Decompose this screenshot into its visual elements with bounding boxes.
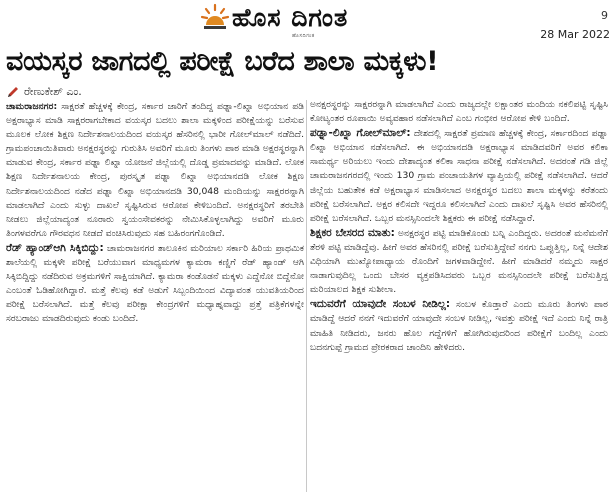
page-number: 9 xyxy=(601,9,608,22)
column-divider xyxy=(306,100,307,492)
article-column-left xyxy=(6,100,304,496)
paragraph xyxy=(310,297,608,354)
subheading: ಪಢ್ನಾ-ಲಿಖ್ನಾ ಗೋಲ್‌ಮಾಲ್: xyxy=(310,127,411,140)
newspaper-logo xyxy=(200,3,440,33)
subheading: ಇದುವರೆಗೆ ಯಾವುದೇ ಸಂಬಳ ನೀಡಿಲ್ಲ: xyxy=(310,298,451,311)
paragraph-text: ಸಾಕ್ಷರತೆ ಹೆಚ್ಚಳಕ್ಕೆ ಕೇಂದ್ರ, ಸರ್ಕಾರ ಜಾರಿಗೆ ತಂದಿದ್ದ ಪಢ್ನಾ-ಲಿಖ್ನಾ ಅಭಿಯಾನ ಪಡಿ ಅಕ್ಷರಾಭ್ಯಾಸ ಮಾಡಿ ಸಾಕ್ಷರರಾಗಬೇಕಾದ ವಯಸ್ಕರ ಬದಲು ಶಾಲಾ ಮಕ್ಕಳಿಂದ ಪರೀಕ್ಷೆಯನ್ನು ಬರೆಸುವ ಮೂಲಕ ಲೋಕ ಶಿಕ್ಷಣ ನಿರ್ದೇಶನಾಲಯದಿಂದ ವಯಸ್ಕರ ಹೆಸರಿನಲ್ಲಿ ಭಾರೀ ಗೋಲ್‌ಮಾಲ್ ನಡೆದಿದೆ. ಗ್ರಾಮಪಂಚಾಯಿತಿವಾರು ಅನಕ್ಷರಸ್ಥರನ್ನು ಗುರುತಿಸಿ ಅವರಿಗೆ ಮೂರು ತಿಂಗಳು ಪಾಠ ಮಾಡಿ ಅಕ್ಷರಸ್ಥರನ್ನಾಗಿ ಮಾಡುವ ಕೇಂದ್ರ, ಸರ್ಕಾರ ಪಢ್ನಾ ಲಿಖ್ನಾ ಯೋಜನೆ ಜಿಲ್ಲೆಯಲ್ಲಿ ದೊಡ್ಡ ಪ್ರಮಾದವನ್ನು ಮಾಡಿದೆ. ಲೋಕ ಶಿಕ್ಷಣ ನಿರ್ದೇಶನಾಲಯ ಕೇಂದ್ರ, ಪುರಸ್ಕೃತ ಪಢ್ನಾ ಲಿಖ್ನಾ ಅಭಿಯಾನದಡಿ ಲೋಕ ಶಿಕ್ಷಣ ನಿರ್ದೇಶನಾಲಯದಿಂದ ನಡೆದ ಪಢ್ನಾ ಲಿಖ್ನಾ ಅಭಿಯಾನದಡಿ 30,048 ಮಂದಿಯನ್ನು ಸಾಕ್ಷರರನ್ನಾಗಿ ಮಾಡಲಾಗಿದೆ ಎಂದು ಸುಳ್ಳು ದಾಖಲೆ ಸೃಷ್ಟಿಸಿರುವ ಆರೋಪ ಕೇಳಿಬಂದಿದೆ. ಅನಕ್ಷರಸ್ಥರಿಗೆ ತರಬೇತಿ ನೀಡಲು ಜಿಲ್ಲೆಯಾದ್ಯಂತ ನೂರಾರು ಸ್ವಯಂಸೇವಕರನ್ನು ನೇಮಿಸಿಕೊಳ್ಳಲಾಗಿದ್ದು ಅವರಿಗೆ ಮೂರು ತಿಂಗಳವರೆಗೂ ಗೌರವಧನ ನೀಡದೆ ವಂಚಿಸಿರುವುದು ಸಹ ಬಹಿರಂಗಗೊಂಡಿದೆ. xyxy=(6,101,304,239)
sun-emblem-icon xyxy=(200,3,230,33)
paragraph-text: ಅನಕ್ಷರಸ್ಥರ ಪಟ್ಟಿ ಮಾಡಿಕೊಂಡು ಬನ್ನಿ ಎಂದಿದ್ದರು. ಅದರಂತೆ ಮನೆಮನೆಗೆ ತೆರಳಿ ಪಟ್ಟಿ ಮಾಡಿದ್ದೆವು. ಹೀಗೆ ಅವರ ಹೆಸರಿನಲ್ಲಿ ಪರೀಕ್ಷೆ ಬರೆಸುತ್ತಿದ್ದೇವೆ ನನಗು ಒಪ್ಪುತ್ತಿಲ್ಲ, ನಿನ್ನೆ ಆದೇಶ ವಿಧಿಯಾಗಿ ಮುಖ್ಯೋಪಾಧ್ಯಾಯ ರೊಂದಿಗೆ ಜಗಳವಾಡಿದ್ದೇನೆ. ಹೀಗೆ ಮಾಡಿದರೆ ನಮ್ಮದು ಸಾಕ್ಷರ ನಾಡಾಗುವುದಿಲ್ಲ ಒಂದು ಬೇಸರ ವ್ಯಕ್ತಪಡಿಸಿದವರು ಒಬ್ಬರ ಮನಸ್ಸಿನಿಂದಲೇ ಪರೀಕ್ಷೆ ಬರೆಸುತ್ತಿದ್ದ ಮರಿಯಾಲದ ಶಿಕ್ಷಕ ಸುಶೀಲಾ. xyxy=(310,227,608,296)
logo-subtitle: ಹೊಸದಿಗಂತ xyxy=(292,33,315,39)
article-column-right xyxy=(310,98,608,494)
byline-author: ರೇಣುಕೇಶ್ ಎಂ. xyxy=(24,85,82,98)
dateline: ಚಾಮರಾಜನಗರ: xyxy=(6,101,58,112)
paragraph xyxy=(310,126,608,226)
paragraph-text: ಅನಕ್ಷರಸ್ಥರನ್ನು ಸಾಕ್ಷರರನ್ನಾಗಿ ಮಾಡಲಾಗಿದೆ ಎಂದು ರಾಜ್ಯದಲ್ಲೇ ಲಕ್ಷಾಂತರ ಮಂದಿಯ ನಕಲಿಪಟ್ಟಿ ಸೃಷ್ಟಿಸಿ ಕೋಟ್ಯಂತರ ರೂಪಾಯಿ ಅವ್ಯವಹಾರ ನಡೆಸಲಾಗಿದೆ ಎಂಬ ಗಂಭೀರ ಆರೋಪ ಕೇಳಿ ಬಂದಿದೆ. xyxy=(310,99,608,125)
paragraph xyxy=(310,226,608,297)
logo-text: ಹೊಸ ದಿಗಂತ xyxy=(232,3,349,32)
paragraph xyxy=(310,98,608,126)
publication-date: 28 Mar 2022 xyxy=(540,28,610,41)
paragraph-text: ದೇಶದಲ್ಲಿ ಸಾಕ್ಷರತೆ ಪ್ರಮಾಣ ಹೆಚ್ಚಳಕ್ಕೆ ಕೇಂದ್ರ, ಸರ್ಕಾರದಿಂದ ಪಢ್ನಾ ಲಿಖ್ನಾ ಅಭಿಯಾನ ನಡೆಸಲಾಗಿದೆ. ಈ ಅಭಿಯಾನದಡಿ ಅಕ್ಷರಾಭ್ಯಾಸ ಮಾಡಿದವರಿಗೆ ಅವರ ಕಲಿಕಾ ಸಾಮರ್ಥ್ಯ ಅರಿಯಲು ಇಂದು ದೇಶಾದ್ಯಂತ ಕಲಿಕಾ ಸಾಧನಾ ಪರೀಕ್ಷೆ ನಡೆಸಲಾಗಿದೆ. ಅದರಂತೆ ಗಡಿ ಜಿಲ್ಲೆ ಚಾಮರಾಜನಗರದಲ್ಲಿ ಇಂದು 130 ಗ್ರಾಮ ಪಂಚಾಯತಿಗಳ ವ್ಯಾಪ್ತಿಯಲ್ಲಿ ಪರೀಕ್ಷೆ ನಡೆಸಲಾಗಿದೆ. ಆದರೆ ಜಿಲ್ಲೆಯ ಬಹುತೇಕ ಕಡೆ ಅಕ್ಷರಾಭ್ಯಾಸ ಮಾಡಿಸಲಾದ ಅನಕ್ಷರಸ್ಥರ ಬದಲು ಶಾಲಾ ಮಕ್ಕಳನ್ನು ಕರೆತಂದು ಪರೀಕ್ಷೆ ಬರೆಸಲಾಗಿದೆ. ಅಕ್ಷರ ಕಲಿಸದೇ ಇದ್ದರೂ ಕಲಿಸಲಾಗಿದೆ ಎಂದು ದಾಖಲೆ ಸೃಷ್ಟಿಸಿ ಅವರ ಹೆಸರಿನಲ್ಲಿ ಪರೀಕ್ಷೆ ಬರೆಸಲಾಗಿದೆ. ಒಬ್ಬರ ಮನಸ್ಸಿನಿಂದಲೇ ಶಿಕ್ಷಕರು ಈ ಪರೀಕ್ಷೆ ನಡೆಸಿದ್ದಾರೆ. xyxy=(310,128,608,224)
byline xyxy=(6,84,82,100)
headline: ವಯಸ್ಕರ ಜಾಗದಲ್ಲಿ ಪರೀಕ್ಷೆ ಬರೆದ ಶಾಲಾ ಮಕ್ಕಳು! xyxy=(6,46,439,77)
subheading: ರೆಡ್ ಹ್ಯಾಂಡ್ಆಗಿ ಸಿಕ್ಕಿಬಿದ್ದು: xyxy=(6,241,104,254)
paragraph xyxy=(6,100,304,241)
paragraph-text: ಸಂಬಳ ಕೊಡ್ತಾರೆ ಎಂದು ಮೂರು ತಿಂಗಳು ಪಾಠ ಮಾಡಿದ್ದೆ ಆದರೆ ನನಗೆ ಇದುವರೆಗೆ ಯಾವುದೇ ಸಂಬಳ ನೀಡಿಲ್ಲ, ಇವತ್ತು ಪರೀಕ್ಷೆ ಇದೆ ಎಂದು ನಿನ್ನೆ ರಾತ್ರಿ ಮಾಹಿತಿ ನೀಡಿದರು, ಜನರು ಹೊಲ ಗದ್ದೆಗಳಿಗೆ ಹೋಗಿರುವುದರಿಂದ ಪರೀಕ್ಷೆಗೆ ಬಂದಿಲ್ಲ ಎಂದು ಬದನಗುಪ್ಪೆ ಗ್ರಾಮದ ಪ್ರೇರಕರಾದ ಚಾಂದಿನಿ ಹೇಳಿದರು. xyxy=(310,299,608,353)
pen-icon xyxy=(6,85,20,99)
paragraph xyxy=(6,241,304,327)
masthead xyxy=(0,0,616,44)
paragraph-text: ಚಾಮರಾಜನಗರ ತಾಲೂಕಿನ ಮರಿಯಾಲ ಸರ್ಕಾರಿ ಹಿರಿಯ ಪ್ರಾಥಮಿಕ ಶಾಲೆಯಲ್ಲಿ ಮಕ್ಕಳೇ ಪರೀಕ್ಷೆ ಬರೆಯುವಾಗ ಮಾಧ್ಯಮಗಳ ಕ್ಯಾಮರಾ ಕಣ್ಣಿಗೆ ರೆಡ್ ಹ್ಯಾಂಡ್ ಆಗಿ ಸಿಕ್ಕಿಬಿದ್ದಿದ್ದು ನಡೆದಿರುವ ಅಕ್ರಮಗಳಿಗೆ ಸಾಕ್ಷಿಯಾಗಿದೆ. ಕ್ಯಾಮರಾ ಕಂಡೊಡನೆ ಮಕ್ಕಳು ಎದ್ದೆನೋ ಬಿದ್ದೆನೋ ಎಂಬಂತೆ ಓಡಿಹೋಗಿದ್ದಾರೆ. ಮತ್ತೆ ಕೆಲವು ಕಡೆ ಅಡುಗೆ ಸಿಬ್ಬಂದಿಯಿಂದ ವಿದ್ಯಾವಂತ ಯುವತಿಯರಿಂದ ಪರೀಕ್ಷೆ ಬರೆಸಲಾಗಿದೆ. ಮತ್ತೆ ಕೆಲವು ಪರೀಕ್ಷಾ ಕೇಂದ್ರಗಳಿಗೆ ಮಧ್ಯಾಹ್ನವಾದ್ದು ಪ್ರತ್ತೆ ಪತ್ರಿಕೆಗಳನ್ನೇ ಸರಬರಾಜು ಮಾಡದಿರುವುದು ಕಂಡು ಬಂದಿದೆ. xyxy=(6,242,304,325)
subheading: ಶಿಕ್ಷಕರ ಬೇಸರದ ಮಾತು: xyxy=(310,226,395,239)
